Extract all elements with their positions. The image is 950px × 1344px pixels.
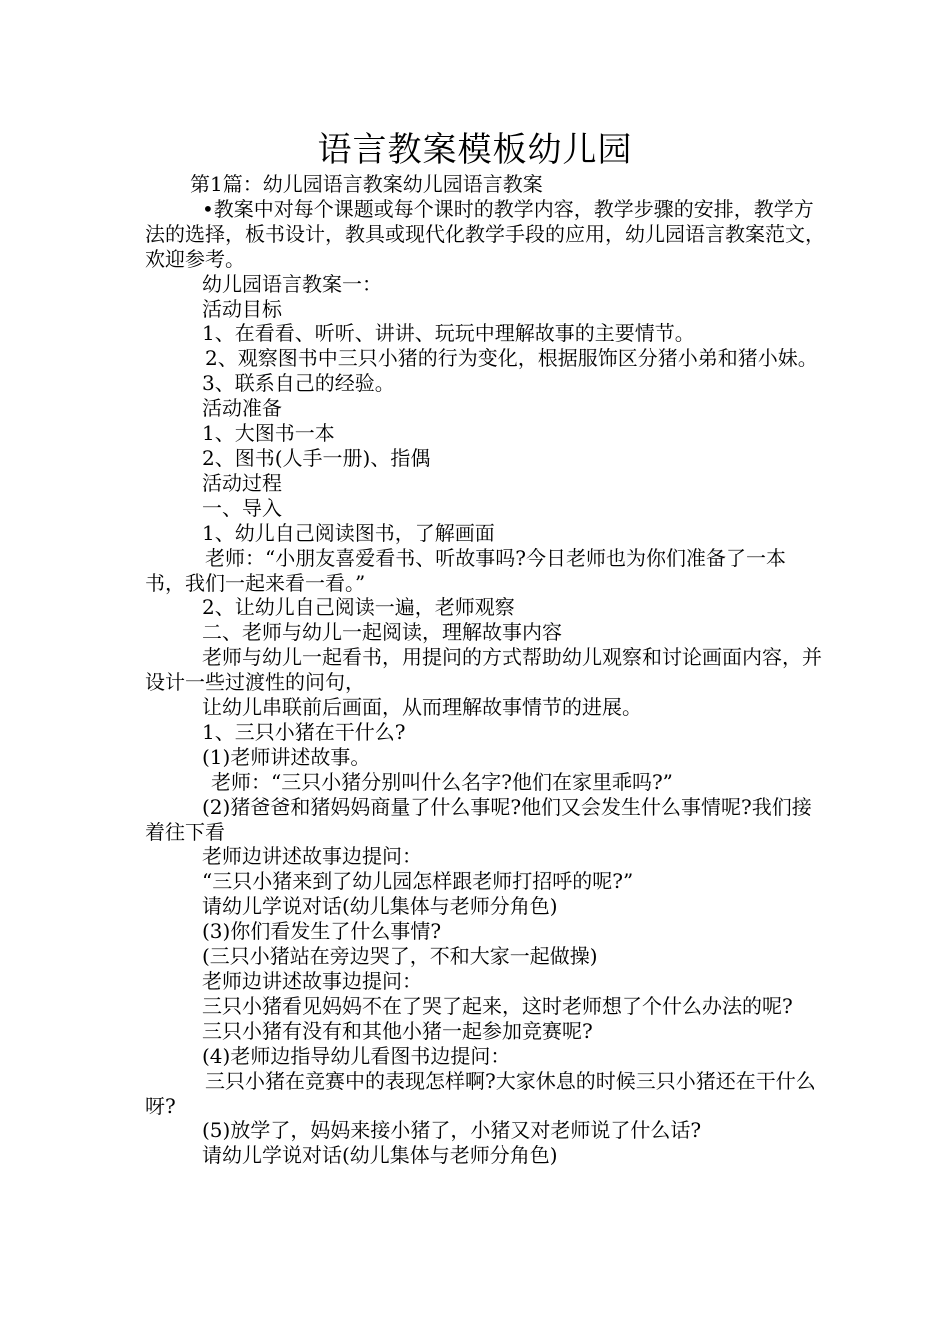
paragraph: 老师边讲述故事边提问： bbox=[202, 969, 422, 993]
paragraph: 老师：“三只小猪分别叫什么名字?他们在家里乖吗?” bbox=[211, 769, 673, 794]
paragraph: 1、三只小猪在干什么? bbox=[202, 719, 406, 744]
paragraph: 幼儿园语言教案一： bbox=[202, 271, 382, 296]
paragraph: (4)老师边指导幼儿看图书边提问： bbox=[202, 1043, 511, 1068]
paragraph: 活动目标 bbox=[202, 296, 282, 321]
paragraph: (1)老师讲述故事。 bbox=[202, 744, 371, 769]
document-body bbox=[145, 172, 825, 1168]
paragraph: 第1篇：幼儿园语言教案幼儿园语言教案 bbox=[190, 172, 543, 196]
paragraph: 老师边讲述故事边提问： bbox=[202, 844, 422, 869]
paragraph: 一、导入 bbox=[202, 495, 282, 520]
paragraph: 2、图书(人手一册)、指偶 bbox=[202, 445, 431, 470]
paragraph: 活动过程 bbox=[202, 470, 282, 495]
paragraph: 3、联系自己的经验。 bbox=[202, 371, 395, 396]
paragraph: (三只小猪站在旁边哭了，不和大家一起做操) bbox=[202, 944, 598, 969]
paragraph: 三只小猪在竞赛中的表现怎样啊?大家休息的时候三只小猪还在干什么呀? bbox=[145, 1068, 816, 1118]
paragraph: (3)你们看发生了什么事情? bbox=[202, 919, 442, 944]
paragraph: 2、观察图书中三只小猪的行为变化，根据服饰区分猪小弟和猪小妹。 bbox=[205, 346, 818, 371]
paragraph: 请幼儿学说对话(幼儿集体与老师分角色) bbox=[202, 894, 558, 919]
paragraph: 让幼儿串联前后画面，从而理解故事情节的进展。 bbox=[202, 695, 642, 720]
paragraph: •教案中对每个课题或每个课时的教学内容，教学步骤的安排，教学方法的选择，板书设计，教具或现代化教学手段的应用，幼儿园语言教案范文，欢迎参考。 bbox=[145, 196, 825, 271]
paragraph: 老师与幼儿一起看书，用提问的方式帮助幼儿观察和讨论画面内容，并设计一些过渡性的问句， bbox=[145, 645, 822, 695]
paragraph: 三只小猪看见妈妈不在了哭了起来，这时老师想了个什么办法的呢? bbox=[202, 993, 793, 1018]
paragraph: 1、在看看、听听、讲讲、玩玩中理解故事的主要情节。 bbox=[202, 321, 695, 346]
page-title: 语言教案模板幼儿园 bbox=[317, 130, 633, 170]
paragraph: 二、老师与幼儿一起阅读，理解故事内容 bbox=[202, 620, 562, 645]
paragraph: 老师：“小朋友喜爱看书、听故事吗?今日老师也为你们准备了一本书，我们一起来看一看。” bbox=[145, 545, 786, 595]
paragraph: 1、大图书一本 bbox=[202, 421, 335, 446]
paragraph: (5)放学了，妈妈来接小猪了，小猪又对老师说了什么话? bbox=[202, 1118, 702, 1143]
paragraph: 1、幼儿自己阅读图书，了解画面 bbox=[202, 520, 495, 545]
paragraph: (2)猪爸爸和猪妈妈商量了什么事呢?他们又会发生什么事情呢?我们接着往下看 bbox=[145, 794, 812, 844]
paragraph: 2、让幼儿自己阅读一遍，老师观察 bbox=[202, 595, 515, 620]
paragraph: 三只小猪有没有和其他小猪一起参加竞赛呢? bbox=[202, 1018, 593, 1043]
paragraph: 活动准备 bbox=[202, 396, 282, 421]
paragraph: 请幼儿学说对话(幼儿集体与老师分角色) bbox=[202, 1143, 558, 1168]
paragraph: “三只小猪来到了幼儿园怎样跟老师打招呼的呢?” bbox=[202, 869, 634, 894]
